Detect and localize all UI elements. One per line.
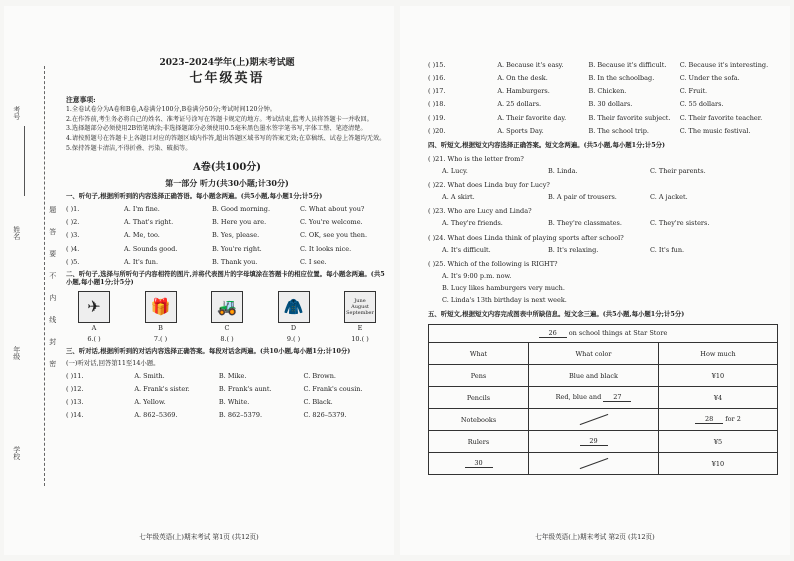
question-row: ( )20. A. Sports Day. B. The school trip. C. The music festival.: [428, 126, 751, 135]
note-item: 5.保持答题卡清洁,不得折叠、污染、破损等。: [66, 144, 192, 152]
seal-word: 线: [48, 316, 57, 323]
strike-slash: [579, 458, 608, 469]
table-header: How much: [659, 343, 778, 365]
page-2-content: [428, 56, 780, 475]
seal-word: 答: [48, 228, 57, 235]
store-info-table: [428, 324, 778, 475]
answer-blank[interactable]: 26: [539, 329, 567, 338]
question-row: ( )3. A. Me, too. B. Yes, please. C. OK, see you then.: [66, 231, 368, 240]
question-row: ( )1. A. I'm fine. B. Good morning. C. What about you?: [66, 205, 365, 214]
instruction-5: 五、听短文,根据短文内容完成图表中所缺信息。短文念三遍。(共5小题,每小题1分;计5分): [428, 310, 685, 319]
page-2-footer: 七年级英语(上)期末考试 第2页 (共12页): [535, 532, 655, 541]
question-row: ( )17. A. Hamburgers. B. Chicken. C. Fruit.: [428, 87, 708, 96]
answer-blank[interactable]: 30: [465, 459, 493, 468]
seal-word: 封: [48, 338, 57, 345]
notes-heading: 注意事项:: [66, 95, 96, 104]
picture-option: June August September E 10.( ): [338, 291, 382, 343]
question-row: ( )5. A. It's fun. B. Thank you. C. I see.: [66, 257, 327, 266]
gift-box-icon: 🎁: [145, 291, 177, 323]
answer-blank[interactable]: 27: [603, 393, 631, 402]
picture-option: 🧥 D 9.( ): [272, 291, 316, 343]
instruction-2: 二、听句子,选择与所听句子内容相符的图片,并将代表图片的字母填涂在答题卡的相应位置。每小题念两遍。(共5小题,每小题1分;计5分): [66, 269, 385, 286]
seal-dashed-line: [44, 66, 45, 486]
question-row: ( )2. A. That's right. B. Here you are. C. You're welcome.: [66, 218, 363, 227]
question-option: C. Linda's 13th birthday is next week.: [442, 296, 567, 305]
exam-page-2: [400, 6, 790, 555]
binding-label-name: 姓名: [12, 226, 21, 240]
binding-label-exam-number: 考号: [12, 106, 21, 120]
binding-margin: [4, 6, 62, 555]
strike-slash: [579, 414, 608, 425]
question-option: A. It's 9:00 p.m. now.: [442, 271, 512, 280]
table-row: Rulers 29 ¥5: [429, 431, 778, 453]
picture-option: 🚜 C 8.( ): [205, 291, 249, 343]
table-row: Notebooks 28 for 2: [429, 409, 778, 431]
table-title-row: 26 on school things at Star Store: [429, 325, 778, 343]
part-1-title: 第一部分 听力(共30小题;计30分): [165, 178, 289, 189]
question-stem: ( )21. Who is the letter from?: [428, 154, 524, 163]
question-row: ( )15. A. Because it's easy. B. Because it's difficult. C. Because it's interesting.: [428, 61, 769, 69]
picture-options: [66, 291, 388, 343]
question-row: ( )4. A. Sounds good. B. You're right. C. It looks nice.: [66, 244, 352, 253]
page-1-footer: 七年级英语(上)期末考试 第1页 (共12页): [139, 532, 259, 541]
exam-page-1: [4, 6, 394, 555]
sweater-icon: 🧥: [278, 291, 310, 323]
instruction-4: 四、听短文,根据短文内容选择正确答案。短文念两遍。(共5小题,每小题1分;计5分): [428, 140, 666, 149]
question-stem: ( )22. What does Linda buy for Lucy?: [428, 181, 550, 189]
note-item: 4.请按照题号在答题卡上各题目对应的答题区域内作答,超出答题区域书写的答案无效;在草稿纸、试卷上答题均无效。: [66, 135, 386, 143]
note-item: 3.选择题部分必须使用2B铅笔填涂;非选择题部分必须使用0.5毫米黑色墨水签字笔书写,字体工整、笔迹清楚。: [66, 125, 367, 133]
picture-option: 🎁 B 7.( ): [139, 291, 183, 343]
question-stem: ( )23. Who are Lucy and Linda?: [428, 207, 532, 216]
question-options: A. It's difficult. B. It's relaxing. C. It's fun.: [442, 245, 685, 254]
question-stem: ( )25. Which of the following is RIGHT?: [428, 259, 558, 268]
question-options: A. They're friends. B. They're classmates. C. They're sisters.: [442, 219, 710, 228]
question-option: B. Lucy likes hamburgers very much.: [442, 284, 565, 292]
answer-blank[interactable]: 29: [580, 437, 608, 446]
exam-subject: 七年级英语: [189, 71, 265, 87]
answer-blank[interactable]: 28: [695, 415, 723, 424]
seal-word: 内: [48, 294, 57, 301]
binding-label-grade: 年级: [12, 346, 21, 360]
seal-word: 密: [48, 360, 57, 367]
instruction-1: 一、听句子,根据所听到的内容选择正确答语。每小题念两遍。(共5小题,每小题1分;计5分): [66, 192, 323, 201]
question-options: A. A skirt. B. A pair of trousers. C. A jacket.: [442, 193, 688, 202]
instruction-3: 三、听对话,根据所听到的对话内容选择正确答案。每段对话念两遍。(共10小题,每小题1分;计10分): [66, 347, 351, 356]
question-stem: ( )24. What does Linda think of playing sports after school?: [428, 233, 624, 242]
table-header: What: [429, 343, 529, 365]
section-a-title: A卷(共100分): [192, 161, 262, 173]
note-item: 1.全卷试卷分为A卷和B卷,A卷满分100分,B卷满分50分;考试时间120分钟。: [66, 105, 276, 113]
table-row: 30 ¥10: [429, 453, 778, 475]
tractor-icon: 🚜: [211, 291, 243, 323]
note-item: 2.在作答前,考生务必将自己的姓名、准考证号涂写在答题卡规定的地方。考试结束,监考人员将答题卡一并收回。: [66, 115, 373, 123]
seal-word: 要: [48, 250, 57, 257]
exam-title: 2023–2024学年(上)期末考试题: [159, 58, 295, 68]
table-row: Pencils Red, blue and 27 ¥4: [429, 387, 778, 409]
airplane-icon: ✈: [78, 291, 110, 323]
question-row: ( )19. A. Their favorite day. B. Their favorite subject. C. Their favorite teacher.: [428, 113, 763, 122]
seal-word: 题: [48, 206, 57, 213]
table-header-row: [429, 343, 778, 365]
exam-number-line: [24, 126, 25, 196]
binding-label-school: 学校: [12, 446, 21, 460]
question-options: A. Lucy. B. Linda. C. Their parents.: [442, 166, 706, 175]
table-header: What color: [529, 343, 659, 365]
page-1-content: [66, 58, 388, 420]
question-row: ( )16. A. On the desk. B. In the schoolbag. C. Under the sofa.: [428, 74, 740, 83]
question-row: ( )11. A. Smith. B. Mike. C. Brown.: [66, 372, 336, 381]
table-row: Pens Blue and black ¥10: [429, 365, 778, 387]
question-row: ( )13. A. Yellow. B. White. C. Black.: [66, 398, 333, 407]
question-row: ( )12. A. Frank's sister. B. Frank's aunt. C. Frank's cousin.: [66, 385, 363, 394]
instruction-3a: (一)听对话,回答第11至14小题。: [66, 359, 160, 368]
question-row: ( )18. A. 25 dollars. B. 30 dollars. C. 55 dollars.: [428, 100, 724, 109]
question-row: ( )14. A. 862–5369. B. 862–5379. C. 826–5379.: [66, 411, 347, 420]
calendar-icon: June August September: [344, 291, 376, 323]
picture-option: ✈ A 6.( ): [72, 291, 116, 343]
seal-word: 不: [48, 272, 57, 279]
